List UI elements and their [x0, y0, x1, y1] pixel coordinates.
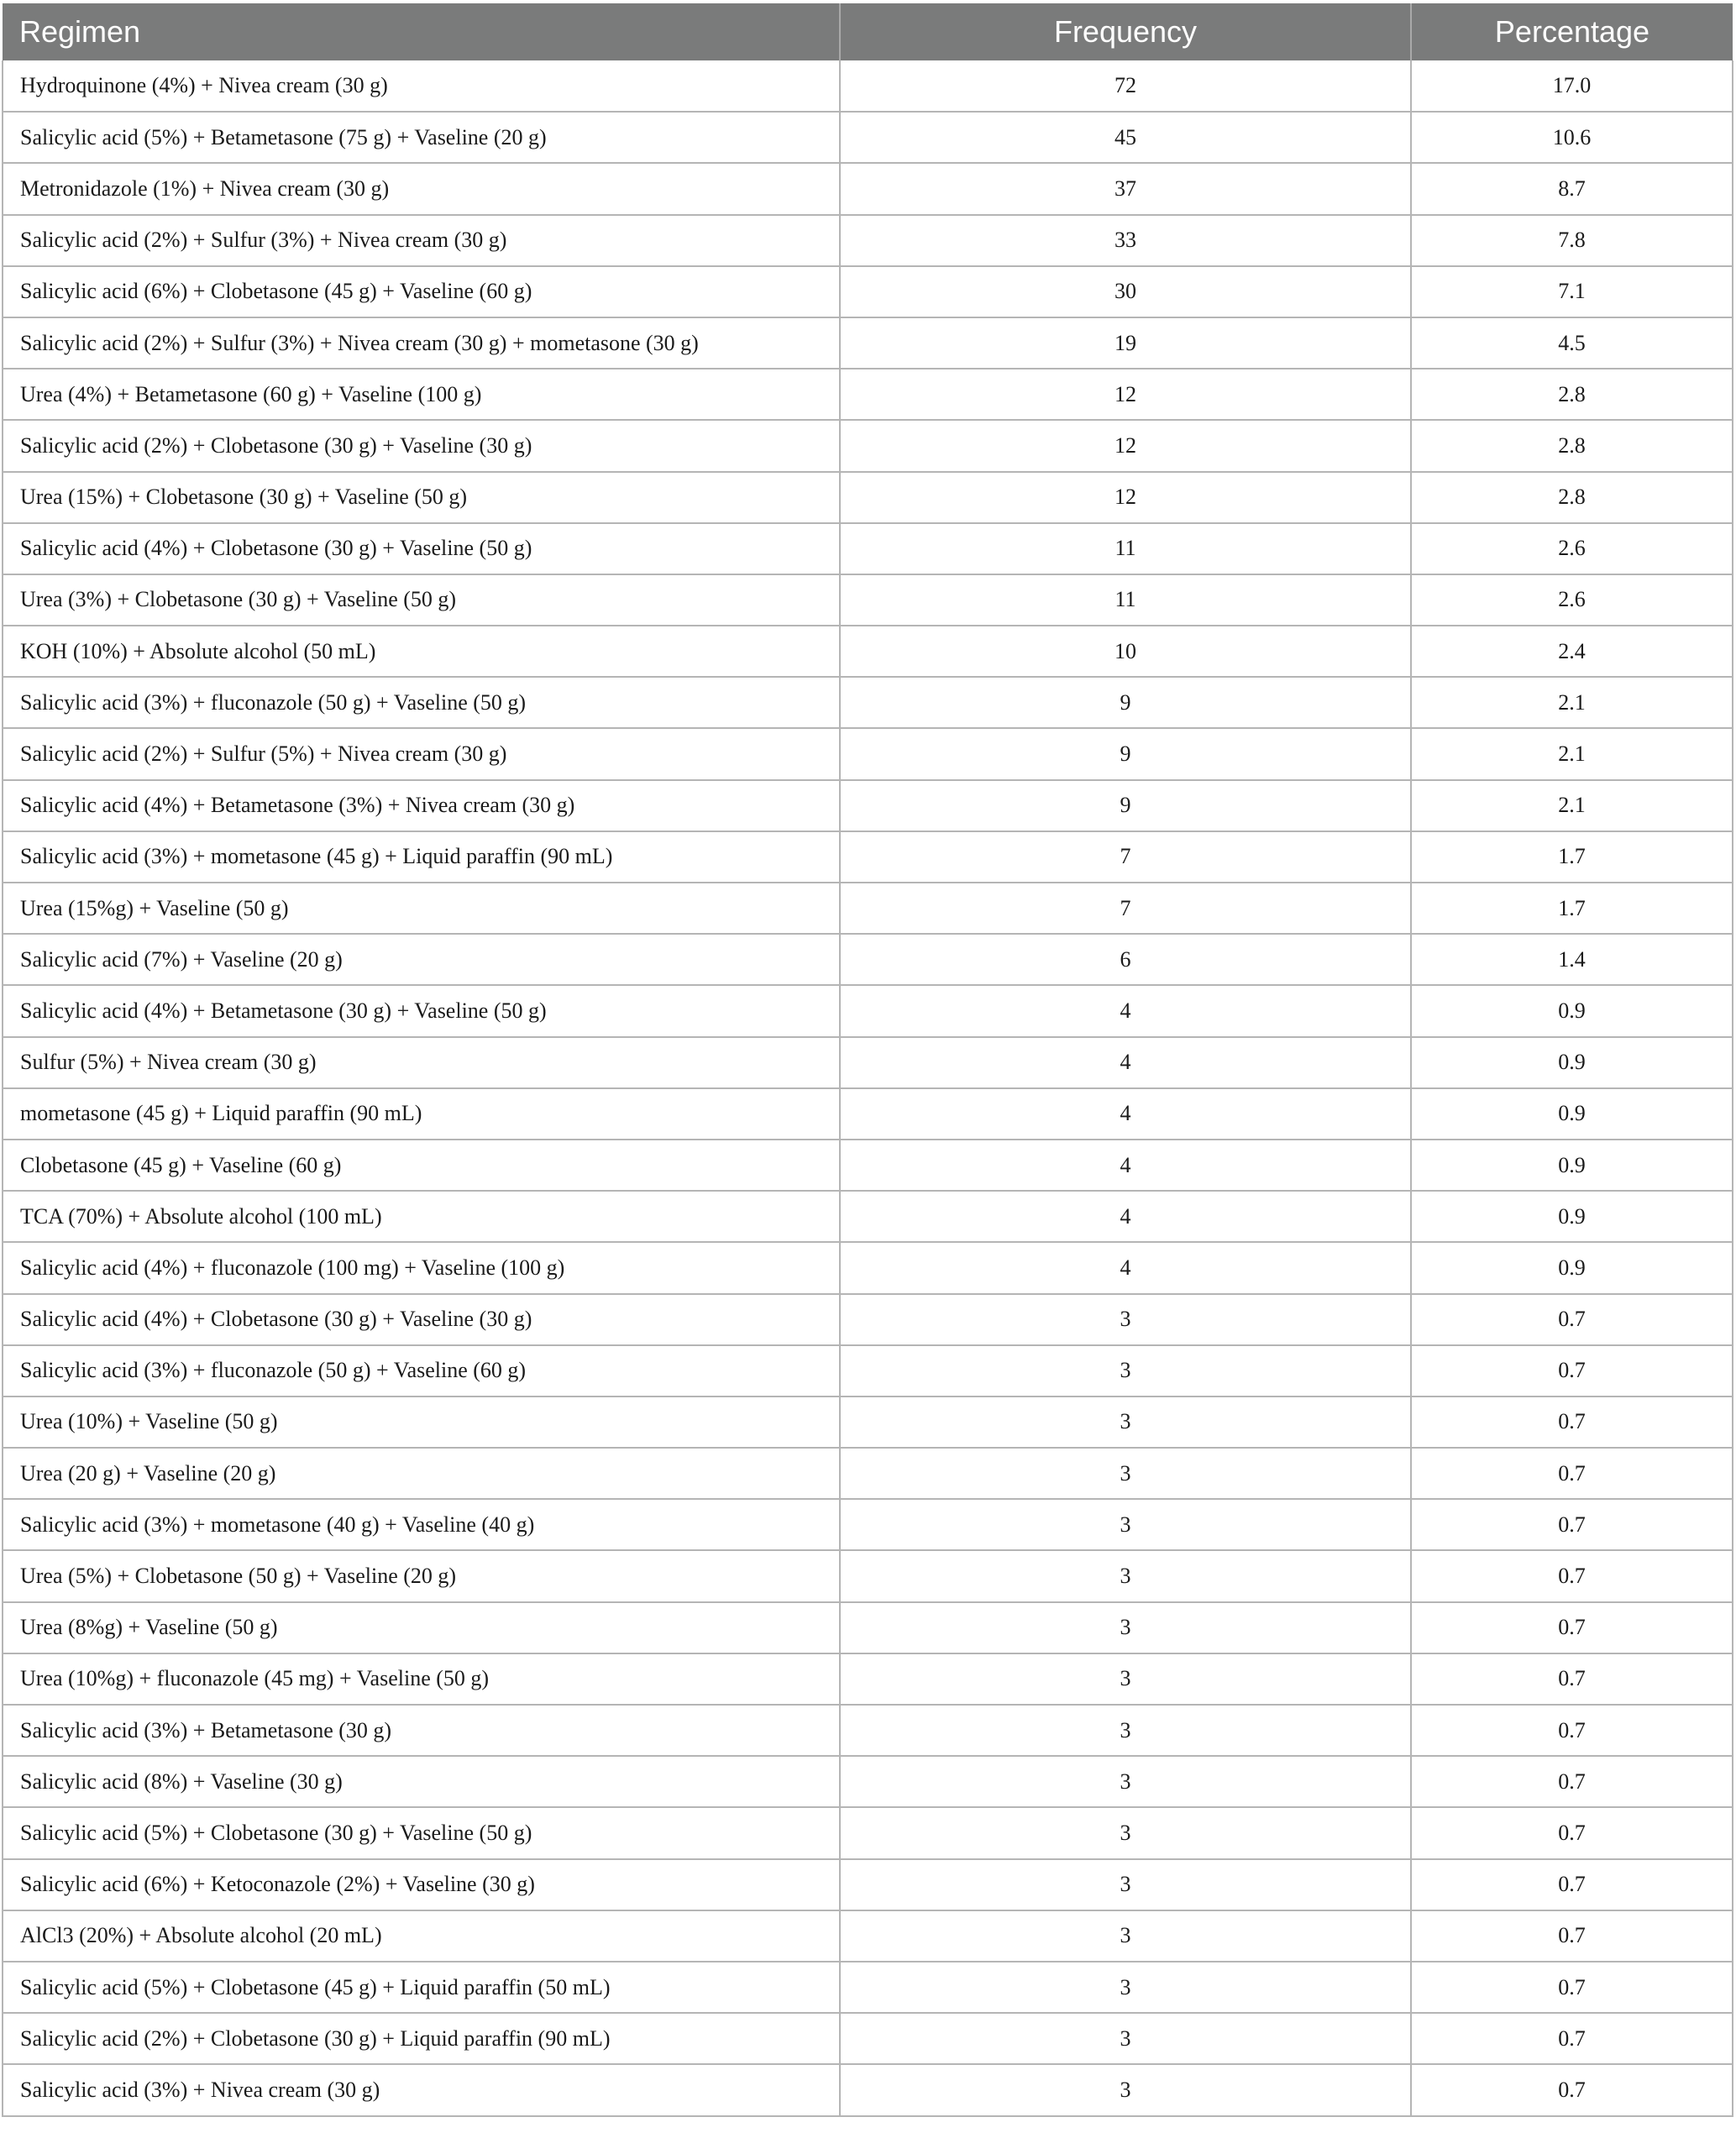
regimen-cell: Salicylic acid (2%) + Sulfur (3%) + Nivea cream (30 g): [3, 215, 840, 266]
frequency-cell: 9: [840, 780, 1411, 831]
percentage-cell: 0.7: [1411, 1807, 1733, 1858]
regimen-table-container: [2, 3, 1732, 2117]
regimen-cell: Salicylic acid (2%) + Clobetasone (30 g) + Liquid paraffin (90 mL): [3, 2013, 840, 2064]
table-header: [3, 3, 1733, 60]
percentage-cell: 0.7: [1411, 1499, 1733, 1550]
regimen-cell: Salicylic acid (3%) + Betametasone (30 g): [3, 1705, 840, 1756]
regimen-cell: Salicylic acid (4%) + Betametasone (30 g) + Vaseline (50 g): [3, 985, 840, 1036]
percentage-cell: 2.1: [1411, 728, 1733, 779]
frequency-cell: 4: [840, 1088, 1411, 1140]
frequency-cell: 4: [840, 1242, 1411, 1293]
percentage-cell: 0.9: [1411, 985, 1733, 1036]
frequency-cell: 10: [840, 626, 1411, 677]
regimen-cell: AlCl3 (20%) + Absolute alcohol (20 mL): [3, 1910, 840, 1962]
percentage-cell: 1.4: [1411, 934, 1733, 985]
table-row: [3, 1602, 1733, 1653]
frequency-cell: 4: [840, 1191, 1411, 1242]
frequency-cell: 3: [840, 1756, 1411, 1807]
regimen-cell: Urea (15%g) + Vaseline (50 g): [3, 883, 840, 934]
regimen-cell: Urea (15%) + Clobetasone (30 g) + Vaseline (50 g): [3, 472, 840, 523]
table-row: [3, 1294, 1733, 1345]
regimen-cell: Salicylic acid (2%) + Clobetasone (30 g) + Vaseline (30 g): [3, 420, 840, 471]
percentage-cell: 2.8: [1411, 369, 1733, 420]
regimen-cell: Salicylic acid (4%) + fluconazole (100 mg) + Vaseline (100 g): [3, 1242, 840, 1293]
regimen-cell: Sulfur (5%) + Nivea cream (30 g): [3, 1037, 840, 1088]
frequency-cell: 3: [840, 1910, 1411, 1962]
table-row: [3, 985, 1733, 1036]
header-frequency: Frequency: [840, 3, 1411, 60]
percentage-cell: 0.9: [1411, 1191, 1733, 1242]
regimen-cell: Salicylic acid (2%) + Sulfur (5%) + Nivea cream (30 g): [3, 728, 840, 779]
frequency-cell: 72: [840, 60, 1411, 112]
regimen-cell: Urea (10%g) + fluconazole (45 mg) + Vaseline (50 g): [3, 1653, 840, 1705]
percentage-cell: 17.0: [1411, 60, 1733, 112]
percentage-cell: 0.9: [1411, 1037, 1733, 1088]
table-row: [3, 1140, 1733, 1191]
percentage-cell: 2.8: [1411, 472, 1733, 523]
regimen-cell: Salicylic acid (4%) + Clobetasone (30 g) + Vaseline (30 g): [3, 1294, 840, 1345]
table-row: [3, 883, 1733, 934]
frequency-cell: 12: [840, 369, 1411, 420]
table-row: [3, 163, 1733, 214]
frequency-cell: 4: [840, 985, 1411, 1036]
table-row: [3, 420, 1733, 471]
percentage-cell: 0.7: [1411, 2013, 1733, 2064]
table-row: [3, 1705, 1733, 1756]
regimen-cell: Urea (3%) + Clobetasone (30 g) + Vaseline (50 g): [3, 574, 840, 626]
percentage-cell: 10.6: [1411, 112, 1733, 163]
percentage-cell: 0.9: [1411, 1242, 1733, 1293]
percentage-cell: 0.7: [1411, 1345, 1733, 1397]
percentage-cell: 0.7: [1411, 1294, 1733, 1345]
percentage-cell: 0.7: [1411, 1962, 1733, 2013]
percentage-cell: 7.1: [1411, 266, 1733, 317]
table-row: [3, 1653, 1733, 1705]
table-row: [3, 2064, 1733, 2115]
percentage-cell: 0.7: [1411, 1397, 1733, 1448]
frequency-cell: 33: [840, 215, 1411, 266]
percentage-cell: 0.7: [1411, 1705, 1733, 1756]
regimen-cell: Salicylic acid (3%) + mometasone (40 g) + Vaseline (40 g): [3, 1499, 840, 1550]
table-row: [3, 2013, 1733, 2064]
frequency-cell: 3: [840, 1859, 1411, 1910]
regimen-cell: Urea (20 g) + Vaseline (20 g): [3, 1448, 840, 1499]
table-body: [3, 60, 1733, 2116]
table-row: [3, 369, 1733, 420]
table-row: [3, 780, 1733, 831]
regimen-cell: Salicylic acid (6%) + Ketoconazole (2%) + Vaseline (30 g): [3, 1859, 840, 1910]
regimen-cell: Hydroquinone (4%) + Nivea cream (30 g): [3, 60, 840, 112]
regimen-cell: Salicylic acid (3%) + Nivea cream (30 g): [3, 2064, 840, 2115]
frequency-cell: 11: [840, 574, 1411, 626]
frequency-cell: 3: [840, 1448, 1411, 1499]
table-row: [3, 626, 1733, 677]
percentage-cell: 0.7: [1411, 1550, 1733, 1601]
frequency-cell: 45: [840, 112, 1411, 163]
header-percentage: Percentage: [1494, 14, 1650, 49]
frequency-cell: 3: [840, 1653, 1411, 1705]
table-row: [3, 1807, 1733, 1858]
table-row: [3, 574, 1733, 626]
frequency-cell: 12: [840, 420, 1411, 471]
regimen-cell: Salicylic acid (4%) + Betametasone (3%) + Nivea cream (30 g): [3, 780, 840, 831]
regimen-cell: Salicylic acid (3%) + mometasone (45 g) + Liquid paraffin (90 mL): [3, 831, 840, 883]
frequency-cell: 37: [840, 163, 1411, 214]
frequency-cell: 3: [840, 1602, 1411, 1653]
regimen-cell: Salicylic acid (3%) + fluconazole (50 g) + Vaseline (50 g): [3, 677, 840, 728]
table-row: [3, 677, 1733, 728]
percentage-cell: 2.8: [1411, 420, 1733, 471]
percentage-cell: 2.1: [1411, 677, 1733, 728]
percentage-cell: 2.1: [1411, 780, 1733, 831]
table-row: [3, 472, 1733, 523]
table-row: [3, 1499, 1733, 1550]
percentage-cell: 0.7: [1411, 1653, 1733, 1705]
frequency-cell: 30: [840, 266, 1411, 317]
percentage-cell: 0.7: [1411, 1859, 1733, 1910]
percentage-cell: 0.7: [1411, 1448, 1733, 1499]
table-row: [3, 1962, 1733, 2013]
table-row: [3, 831, 1733, 883]
regimen-cell: Urea (5%) + Clobetasone (50 g) + Vaseline (20 g): [3, 1550, 840, 1601]
frequency-cell: 12: [840, 472, 1411, 523]
regimen-cell: Salicylic acid (5%) + Betametasone (75 g) + Vaseline (20 g): [3, 112, 840, 163]
frequency-cell: 3: [840, 1397, 1411, 1448]
frequency-cell: 19: [840, 317, 1411, 369]
table-row: [3, 1088, 1733, 1140]
header-row: [3, 3, 1733, 60]
regimen-cell: Metronidazole (1%) + Nivea cream (30 g): [3, 163, 840, 214]
regimen-cell: Salicylic acid (3%) + fluconazole (50 g) + Vaseline (60 g): [3, 1345, 840, 1397]
regimen-cell: Salicylic acid (2%) + Sulfur (3%) + Nivea cream (30 g) + mometasone (30 g): [3, 317, 840, 369]
table-row: [3, 1242, 1733, 1293]
percentage-cell: 2.6: [1411, 574, 1733, 626]
table-row: [3, 1550, 1733, 1601]
table-row: [3, 1448, 1733, 1499]
header-regimen: Regimen: [3, 3, 840, 60]
table-row: [3, 266, 1733, 317]
frequency-cell: 3: [840, 1705, 1411, 1756]
percentage-cell: 0.9: [1411, 1088, 1733, 1140]
frequency-cell: 4: [840, 1037, 1411, 1088]
percentage-cell: 2.4: [1411, 626, 1733, 677]
regimen-cell: KOH (10%) + Absolute alcohol (50 mL): [3, 626, 840, 677]
frequency-cell: 3: [840, 1807, 1411, 1858]
percentage-cell: 1.7: [1411, 883, 1733, 934]
percentage-cell: 0.7: [1411, 1910, 1733, 1962]
frequency-cell: 3: [840, 2013, 1411, 2064]
table-row: [3, 60, 1733, 112]
table-row: [3, 1191, 1733, 1242]
table-row: [3, 317, 1733, 369]
frequency-cell: 3: [840, 1345, 1411, 1397]
frequency-cell: 3: [840, 1550, 1411, 1601]
table-row: [3, 1756, 1733, 1807]
regimen-table: [2, 3, 1733, 2117]
percentage-cell: 0.7: [1411, 2064, 1733, 2115]
regimen-cell: Salicylic acid (8%) + Vaseline (30 g): [3, 1756, 840, 1807]
regimen-cell: Salicylic acid (5%) + Clobetasone (30 g) + Vaseline (50 g): [3, 1807, 840, 1858]
regimen-cell: Urea (8%g) + Vaseline (50 g): [3, 1602, 840, 1653]
frequency-cell: 3: [840, 2064, 1411, 2115]
regimen-cell: TCA (70%) + Absolute alcohol (100 mL): [3, 1191, 840, 1242]
table-row: [3, 112, 1733, 163]
regimen-cell: mometasone (45 g) + Liquid paraffin (90 mL): [3, 1088, 840, 1140]
percentage-cell: 4.5: [1411, 317, 1733, 369]
frequency-cell: 4: [840, 1140, 1411, 1191]
regimen-cell: Clobetasone (45 g) + Vaseline (60 g): [3, 1140, 840, 1191]
regimen-cell: Salicylic acid (7%) + Vaseline (20 g): [3, 934, 840, 985]
regimen-cell: Salicylic acid (5%) + Clobetasone (45 g) + Liquid paraffin (50 mL): [3, 1962, 840, 2013]
regimen-cell: Urea (10%) + Vaseline (50 g): [3, 1397, 840, 1448]
percentage-cell: 1.7: [1411, 831, 1733, 883]
frequency-cell: 6: [840, 934, 1411, 985]
regimen-cell: Salicylic acid (6%) + Clobetasone (45 g) + Vaseline (60 g): [3, 266, 840, 317]
table-row: [3, 215, 1733, 266]
frequency-cell: 7: [840, 831, 1411, 883]
table-row: [3, 523, 1733, 574]
table-row: [3, 728, 1733, 779]
frequency-cell: 11: [840, 523, 1411, 574]
percentage-cell: 2.6: [1411, 523, 1733, 574]
regimen-cell: Urea (4%) + Betametasone (60 g) + Vaseline (100 g): [3, 369, 840, 420]
frequency-cell: 9: [840, 677, 1411, 728]
frequency-cell: 3: [840, 1962, 1411, 2013]
frequency-cell: 9: [840, 728, 1411, 779]
percentage-cell: 0.7: [1411, 1602, 1733, 1653]
percentage-cell: 0.9: [1411, 1140, 1733, 1191]
table-row: [3, 1345, 1733, 1397]
frequency-cell: 3: [840, 1294, 1411, 1345]
frequency-cell: 7: [840, 883, 1411, 934]
table-row: [3, 1037, 1733, 1088]
percentage-cell: 7.8: [1411, 215, 1733, 266]
table-row: [3, 934, 1733, 985]
percentage-cell: 0.7: [1411, 1756, 1733, 1807]
table-row: [3, 1397, 1733, 1448]
regimen-cell: Salicylic acid (4%) + Clobetasone (30 g) + Vaseline (50 g): [3, 523, 840, 574]
table-row: [3, 1859, 1733, 1910]
percentage-cell: 8.7: [1411, 163, 1733, 214]
table-row: [3, 1910, 1733, 1962]
frequency-cell: 3: [840, 1499, 1411, 1550]
